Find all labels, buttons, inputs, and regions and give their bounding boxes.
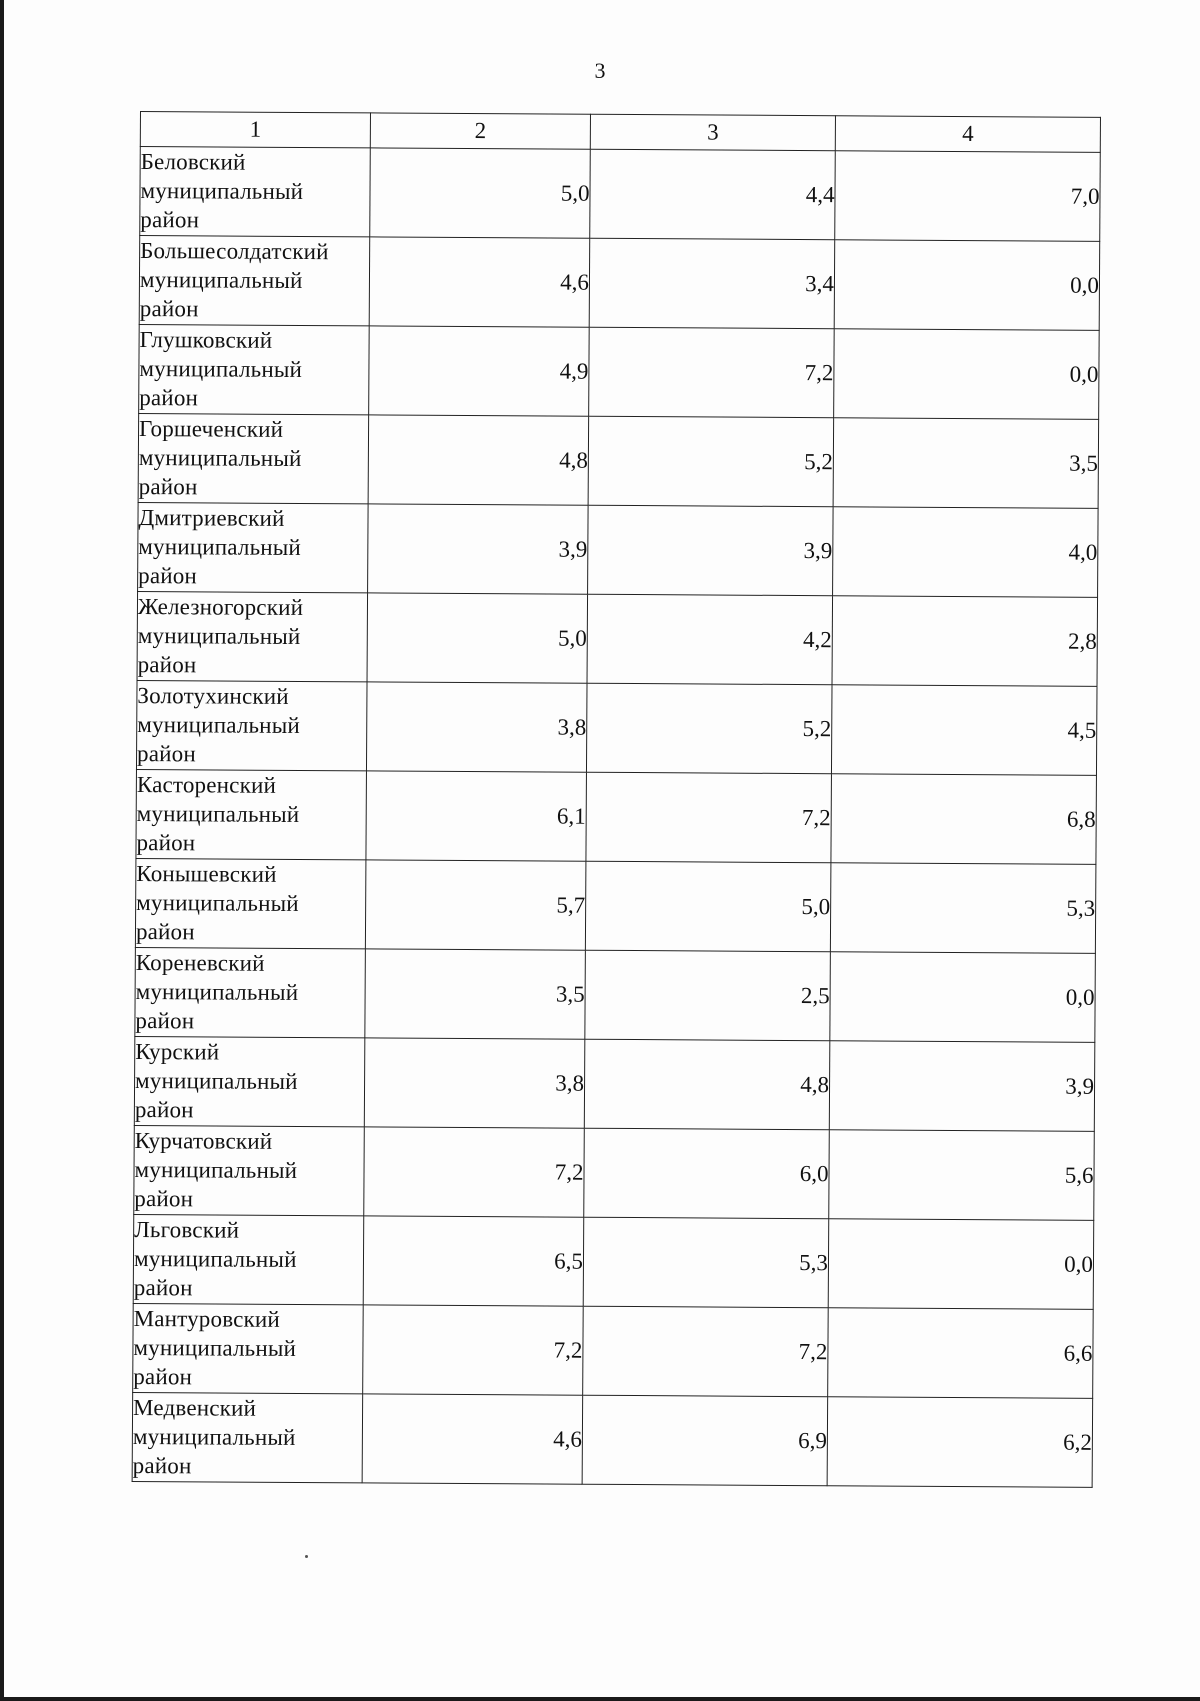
value-cell-col-3: 4,8 xyxy=(584,1039,830,1129)
district-name-line: муниципальный xyxy=(136,800,300,827)
district-name-line: Большесолдатский xyxy=(140,238,329,265)
value-cell-col-4: 7,0 xyxy=(835,151,1101,242)
value-cell-col-4: 4,0 xyxy=(833,507,1099,598)
scan-speck xyxy=(305,1555,308,1558)
district-name-line: район xyxy=(134,1185,194,1212)
district-name-line: район xyxy=(134,1096,194,1123)
value-cell-col-4: 3,5 xyxy=(833,418,1099,509)
value-cell-col-2: 6,5 xyxy=(363,1216,584,1306)
value-cell-col-2: 3,8 xyxy=(364,1038,585,1128)
district-name-line: Мантуровский xyxy=(133,1305,281,1332)
district-name-cell xyxy=(138,413,369,503)
value-cell-col-3: 5,3 xyxy=(583,1217,829,1307)
scan-left-border xyxy=(0,0,4,1701)
district-name-line: район xyxy=(135,918,195,945)
value-cell-col-4: 0,0 xyxy=(828,1219,1094,1310)
district-name-line: район xyxy=(132,1452,192,1479)
table-body xyxy=(132,147,1100,1488)
district-name-line: Конышевский xyxy=(136,860,277,887)
column-header-2: 2 xyxy=(370,113,590,149)
value-cell-col-2: 3,8 xyxy=(366,682,587,772)
value-cell-col-4: 5,6 xyxy=(829,1130,1095,1221)
district-name-cell xyxy=(136,769,367,859)
district-name-cell xyxy=(132,1392,363,1482)
district-name-cell xyxy=(140,147,371,237)
data-table xyxy=(132,111,1101,1488)
district-name-line: Кореневский xyxy=(135,949,265,976)
district-name-line: муниципальный xyxy=(134,1156,298,1183)
district-name-cell xyxy=(137,591,368,681)
value-cell-col-2: 7,2 xyxy=(364,1127,585,1217)
district-name-line: район xyxy=(139,296,199,322)
district-name-line: Беловский xyxy=(140,149,246,175)
district-name-line: Золотухинский xyxy=(137,682,289,709)
value-cell-col-4: 0,0 xyxy=(834,329,1100,420)
district-name-line: муниципальный xyxy=(135,978,299,1005)
column-header-1: 1 xyxy=(140,112,370,148)
table-row xyxy=(133,1214,1094,1309)
value-cell-col-2: 5,7 xyxy=(365,860,586,950)
district-name-line: муниципальный xyxy=(133,1245,297,1272)
value-cell-col-4: 6,8 xyxy=(831,774,1097,865)
value-cell-col-3: 5,2 xyxy=(588,416,834,506)
district-name-line: муниципальный xyxy=(140,178,304,204)
district-name-line: Глушковский xyxy=(139,327,273,353)
value-cell-col-2: 5,0 xyxy=(367,593,588,683)
district-name-line: муниципальный xyxy=(138,444,302,471)
district-name-cell xyxy=(135,947,366,1037)
value-cell-col-2: 4,9 xyxy=(369,326,590,416)
column-header-4: 4 xyxy=(835,116,1100,153)
value-cell-col-3: 5,0 xyxy=(585,861,831,951)
table-container xyxy=(132,111,1100,1488)
district-name-line: район xyxy=(138,562,198,589)
district-name-line: муниципальный xyxy=(137,711,300,738)
district-name-cell xyxy=(135,858,366,948)
value-cell-col-4: 4,5 xyxy=(831,685,1097,776)
district-name-line: район xyxy=(135,1007,195,1034)
district-name-line: Железногорский xyxy=(137,593,304,621)
district-name-line: Медвенский xyxy=(133,1394,257,1421)
page-number: 3 xyxy=(594,58,606,83)
district-name-line: район xyxy=(136,740,196,767)
table-row xyxy=(139,236,1100,331)
value-cell-col-3: 3,4 xyxy=(589,238,835,328)
table-row xyxy=(139,324,1100,419)
district-name-line: муниципальный xyxy=(139,267,303,293)
table-row xyxy=(132,1392,1093,1487)
value-cell-col-4: 0,0 xyxy=(830,952,1096,1043)
value-cell-col-3: 2,5 xyxy=(585,950,831,1040)
district-name-line: Льговский xyxy=(134,1216,240,1243)
value-cell-col-2: 4,6 xyxy=(369,237,590,327)
table-row xyxy=(136,769,1097,864)
value-cell-col-3: 7,2 xyxy=(583,1306,829,1396)
district-name-line: муниципальный xyxy=(136,889,299,916)
value-cell-col-4: 5,3 xyxy=(830,863,1096,954)
district-name-line: Дмитриевский xyxy=(138,504,285,531)
district-name-line: Касторенский xyxy=(136,771,277,798)
table-row xyxy=(140,147,1101,242)
value-cell-col-3: 6,0 xyxy=(584,1128,830,1218)
scan-bottom-border xyxy=(0,1697,1200,1701)
district-name-line: Курчатовский xyxy=(134,1127,273,1154)
district-name-line: район xyxy=(139,385,199,411)
district-name-cell xyxy=(139,324,370,414)
column-header-3: 3 xyxy=(590,114,835,150)
district-name-cell xyxy=(139,236,370,326)
value-cell-col-2: 4,6 xyxy=(362,1394,583,1484)
district-name-cell xyxy=(134,1036,365,1126)
value-cell-col-2: 5,0 xyxy=(370,148,591,238)
district-name-line: муниципальный xyxy=(139,356,303,382)
value-cell-col-3: 4,2 xyxy=(587,594,833,684)
value-cell-col-3: 7,2 xyxy=(589,327,835,417)
header-row xyxy=(140,112,1100,153)
district-name-line: район xyxy=(140,207,200,233)
district-name-line: Курский xyxy=(135,1038,220,1065)
district-name-cell xyxy=(133,1214,364,1304)
district-name-line: муниципальный xyxy=(137,622,301,649)
table-row xyxy=(135,858,1096,953)
table-row xyxy=(138,413,1099,508)
table-row xyxy=(134,1036,1095,1131)
value-cell-col-3: 3,9 xyxy=(588,505,834,595)
value-cell-col-3: 7,2 xyxy=(586,772,832,862)
district-name-line: район xyxy=(138,473,198,500)
value-cell-col-4: 6,6 xyxy=(828,1308,1094,1399)
district-name-line: район xyxy=(136,829,196,856)
district-name-line: район xyxy=(133,1363,193,1390)
table-row xyxy=(133,1303,1094,1398)
district-name-line: муниципальный xyxy=(133,1334,297,1361)
district-name-line: район xyxy=(133,1274,193,1301)
value-cell-col-2: 3,9 xyxy=(368,504,589,594)
value-cell-col-2: 7,2 xyxy=(363,1305,584,1395)
table-row xyxy=(135,947,1096,1042)
value-cell-col-4: 3,9 xyxy=(829,1041,1095,1132)
district-name-line: район xyxy=(137,651,197,678)
table-row xyxy=(138,502,1099,597)
district-name-cell xyxy=(136,680,367,770)
value-cell-col-4: 0,0 xyxy=(834,240,1100,331)
district-name-line: муниципальный xyxy=(135,1067,298,1094)
district-name-cell xyxy=(138,502,369,592)
table-row xyxy=(134,1125,1095,1220)
district-name-line: муниципальный xyxy=(138,533,302,560)
district-name-cell xyxy=(134,1125,365,1215)
value-cell-col-2: 3,5 xyxy=(365,949,586,1039)
district-name-cell xyxy=(133,1303,364,1393)
district-name-line: Горшеченский xyxy=(138,416,284,442)
district-name-line: муниципальный xyxy=(132,1423,296,1450)
value-cell-col-3: 4,4 xyxy=(590,149,836,239)
value-cell-col-4: 6,2 xyxy=(827,1397,1093,1488)
value-cell-col-2: 6,1 xyxy=(366,771,587,861)
table-row xyxy=(137,591,1098,686)
value-cell-col-3: 5,2 xyxy=(586,683,832,773)
value-cell-col-3: 6,9 xyxy=(582,1395,828,1485)
value-cell-col-4: 2,8 xyxy=(832,596,1098,687)
table-row xyxy=(136,680,1097,775)
value-cell-col-2: 4,8 xyxy=(368,415,589,505)
